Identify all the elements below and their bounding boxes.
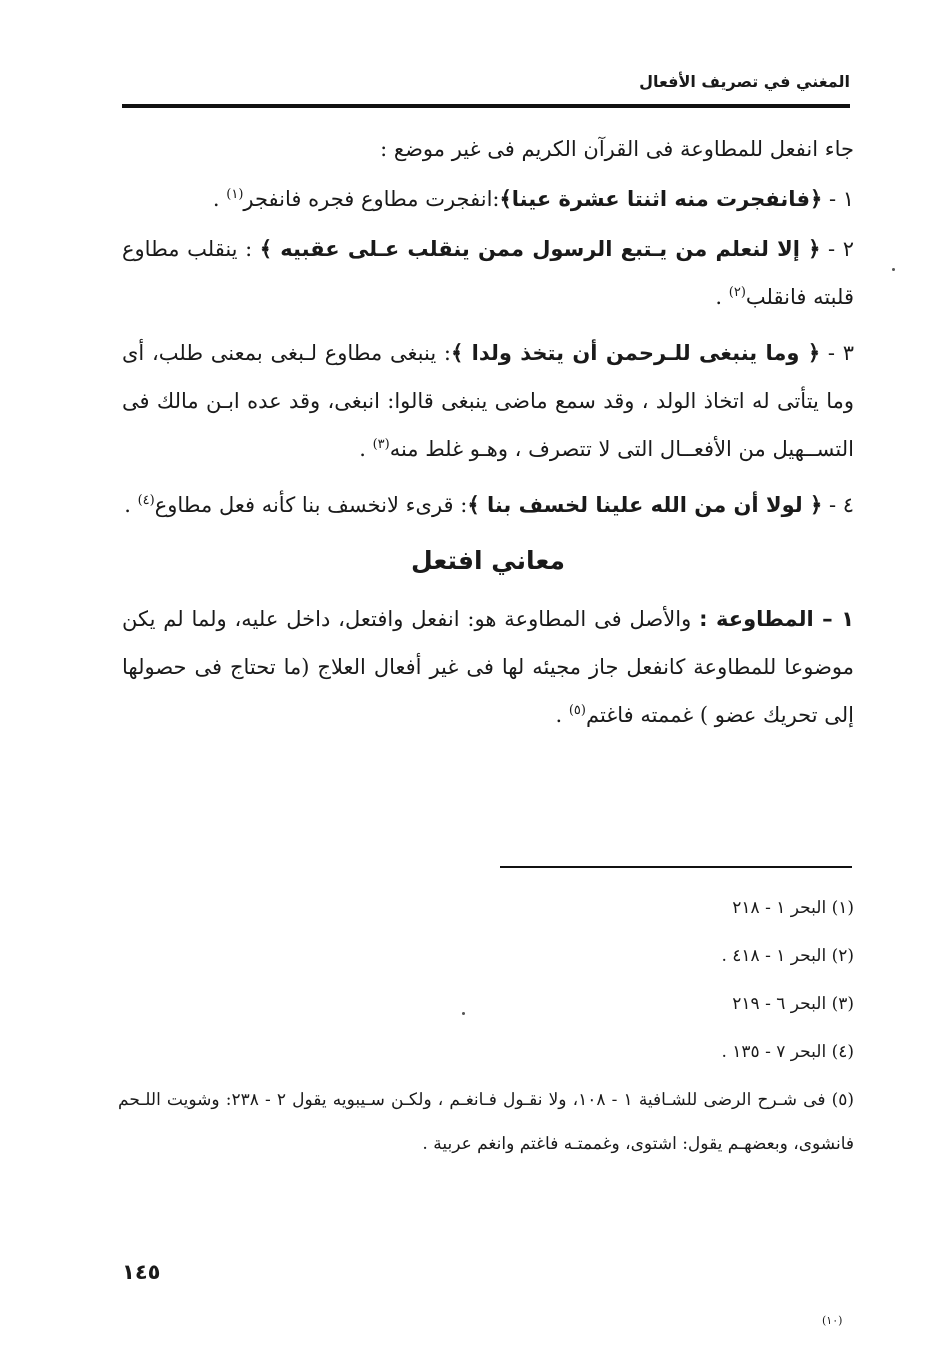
footnote-4: (٤) البحر ٧ - ١٣٥ . [721, 1042, 854, 1062]
footnote-2: (٢) البحر ١ - ٤١٨ . [721, 946, 854, 966]
section-heading: معاني افتعل [411, 546, 565, 575]
footnote-ref: (٤) [137, 493, 155, 508]
quran-quote: ﴿ إلا لنعلم من يـتبع الرسول ممن ينقلب عـلى عقبيه ﴾ [259, 237, 821, 261]
page-number: ١٤٥ [122, 1260, 161, 1284]
definition-paragraph: ١ – المطاوعة : والأصل فى المطاوعة هو: انفعل وافتعل، داخل عليه، ولما لم يكن موضوعا للمطاوعة كانفعل جاز مجيئه لها فى غير أفعال العلاج (ما تحتاج فى حصولها إلى تحريك عضو ) غممته فاغتم$^{(٥)}$ . [122, 607, 855, 727]
footnote-rule [500, 866, 852, 868]
footnote-ref: (٢) [728, 285, 746, 300]
footnote-3: (٣) البحر ٦ - ٢١٩ [732, 994, 854, 1014]
term-label: ١ – المطاوعة : [699, 607, 855, 631]
stray-mark [892, 268, 895, 271]
stray-mark [462, 1012, 465, 1015]
intro-line: جاء انفعل للمطاوعة فى القرآن الكريم فى غير موضع : [380, 137, 854, 161]
quran-quote: ﴿ وما ينبغى للـرحمن أن يتخذ ولدا ﴾ [450, 341, 821, 365]
footnote-ref: (٣) [372, 437, 390, 452]
header-rule [122, 104, 850, 108]
example-2: ٢ - ﴿ إلا لنعلم من يـتبع الرسول ممن ينقلب عـلى عقبيه ﴾ : ينقلب مطاوع قلبته فانقلب$^{(٢)}$ . [122, 237, 854, 309]
quran-quote: ﴿ لولا أن من الله علينا لخسف بنا ﴾ [467, 493, 823, 517]
book-title: المغني في تصريف الأفعال [639, 72, 850, 91]
footnote-5: (٥) فى شـرح الرضى للشـافية ١ - ١٠٨، ولا نقـول فـانغـم ، ولكـن سـيبويه يقول ٢ - ٢٣٨: وشويت اللـحم فانشوى، وبعضهـم يقول: اشتوى، وغممتـه فاغتم وانغم عربية . [118, 1090, 854, 1154]
main-text [122, 125, 854, 747]
footnote-1: (١) البحر ١ - ٢١٨ [732, 898, 854, 918]
running-header [122, 72, 850, 102]
example-1: ١ - ﴿فانفجرت منه اثنتا عشرة عينا﴾:انفجرت مطاوع فجره فانفجر$^{(١)}$ . [212, 187, 854, 211]
footnote-ref: (١) [226, 187, 244, 202]
quran-quote: ﴿فانفجرت منه اثنتا عشرة عينا﴾ [499, 187, 823, 211]
footnotes [118, 884, 854, 1166]
example-3: ٣ - ﴿ وما ينبغى للـرحمن أن يتخذ ولدا ﴾: ينبغى مطاوع لـبغى بمعنى طلب، أى وما يتأتى له اتخاذ الولد ، وقد سمع ماضى ينبغى قالوا: انبغى، وقد عده ابـن مالك فى التســهيل من الأفعــال التى لا تتصرف ، وهـو غلط منه$^{(٣)}$ . [122, 341, 854, 461]
footnote-ref: (٥) [568, 703, 586, 718]
signature-mark: (١٠) [822, 1314, 843, 1327]
example-4: ٤ - ﴿ لولا أن من الله علينا لخسف بنا ﴾: قرىء لانخسف بنا كأنه فعل مطاوع$^{(٤)}$ . [124, 493, 854, 517]
